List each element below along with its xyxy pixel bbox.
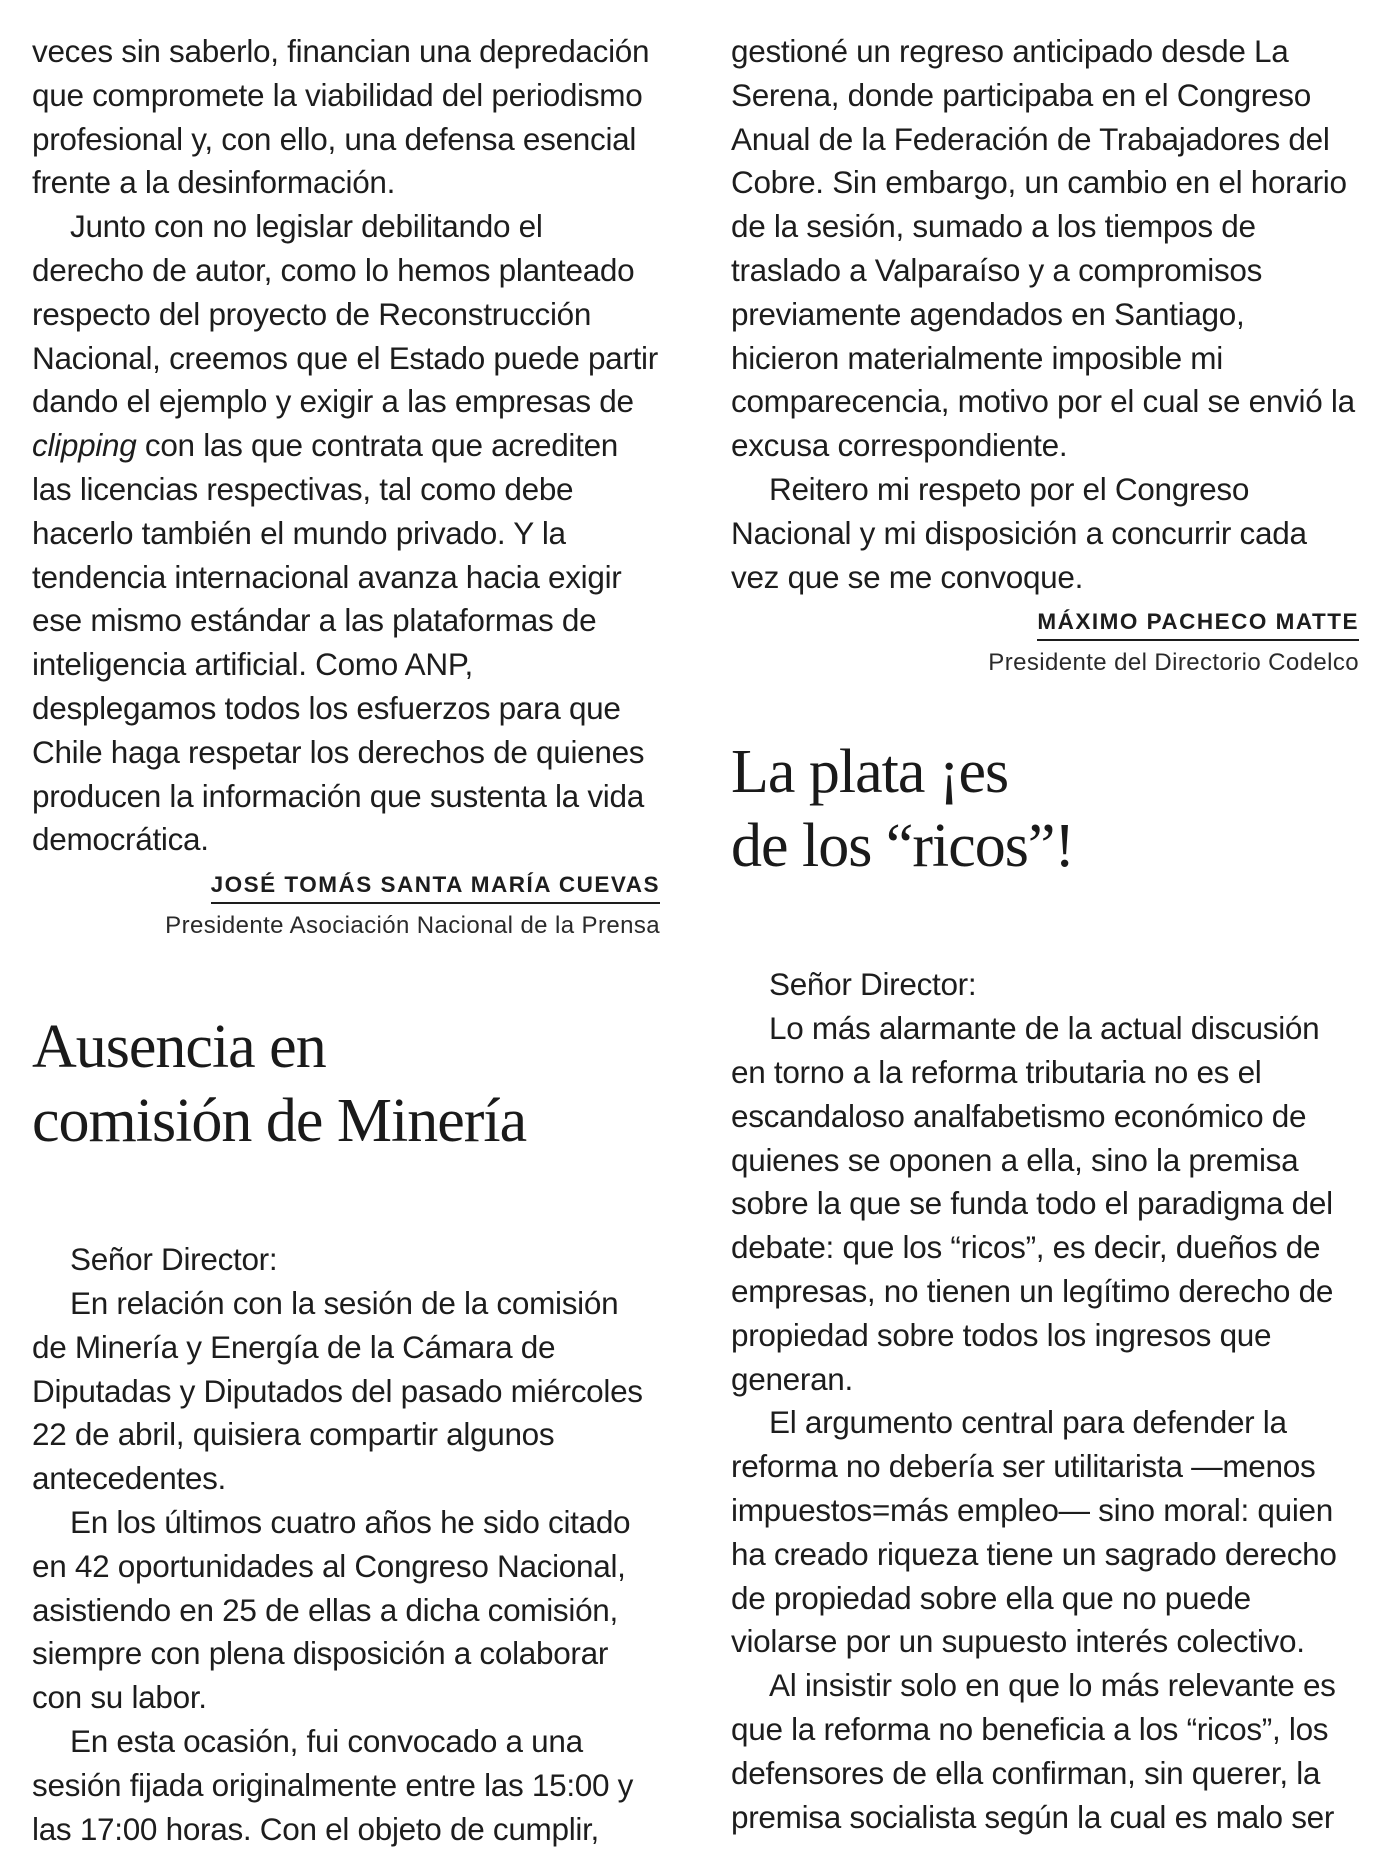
letter-closing-paragraph bbox=[32, 205, 660, 862]
signature-name: MÁXIMO PACHECO MATTE bbox=[1037, 601, 1359, 641]
letter-title-line: de los “ricos”! bbox=[731, 812, 1075, 881]
letter-paragraph: Lo más alarmante de la actual discusión en torno a la reforma tributaria no es el escandaloso analfabetismo económico de quienes se oponen a ella, sino la premisa sobre la que se funda todo el paradigma del debate: que los “ricos”, es decir, dueños de empresas, no tienen un legítimo derecho de propiedad sobre todos los ingresos que generan. bbox=[731, 1010, 1334, 1397]
letter-closing-paragraph: Reitero mi respeto por el Congreso Nacional y mi disposición a concurrir cada vez que se me convoque. bbox=[731, 470, 1307, 595]
salutation: Señor Director: bbox=[769, 966, 977, 1003]
letter-title-line: La plata ¡es bbox=[731, 738, 1009, 807]
letter-paragraph: En relación con la sesión de la comisión de Minería y Energía de la Cámara de Diputadas y Diputados del pasado miércoles 22 de abril, quisiera compartir algunos antecedentes. bbox=[32, 1284, 643, 1497]
letter-paragraph: Al insistir solo en que lo más relevante es que la reforma no beneficia a los “ricos”, los defensores de ella confirman, sin querer, la premisa socialista según la cual es malo ser bbox=[731, 1667, 1336, 1835]
letter-paragraph: En los últimos cuatro años he sido citado en 42 oportunidades al Congreso Nacional, asistiendo en 25 de ellas a dicha comisión, siempre con plena disposición a colaborar con su labor. bbox=[32, 1503, 631, 1716]
italic-term: clipping bbox=[32, 427, 137, 464]
signature-name: JOSÉ TOMÁS SANTA MARÍA CUEVAS bbox=[211, 864, 660, 904]
paragraph-text-before: Junto con no legislar debilitando el derecho de autor, como lo hemos planteado respecto del proyecto de Reconstrucción Nacional, creemos que el Estado puede partir dando el ejemplo y exigir a las empresas de bbox=[32, 208, 658, 420]
letter-paragraph: En esta ocasión, fui convocado a una sesión fijada originalmente entre las 15:00 y las 17:00 horas. Con el objeto de cumplir, bbox=[32, 1722, 634, 1847]
signature-block bbox=[731, 601, 1359, 677]
right-column bbox=[731, 30, 1359, 1839]
paragraph-text-after: con las que contrata que acrediten las licencias respectivas, tal como debe hacerlo también el mundo privado. Y la tendencia internacional avanza hacia exigir ese mismo estándar a las plataformas de inteligencia artificial. Como ANP, desplegamos todos los esfuerzos para que Chile haga respetar los derechos de quienes producen la información que sustenta la vida democrática. bbox=[32, 427, 645, 858]
letter-paragraph: El argumento central para defender la reforma no debería ser utilitarista —menos impuestos=más empleo— sino moral: quien ha creado riqueza tiene un sagrado derecho de propiedad sobre ella que no puede violarse por un supuesto interés colectivo. bbox=[731, 1404, 1337, 1660]
signature-block bbox=[32, 864, 660, 940]
left-column bbox=[32, 30, 660, 1851]
letter-title bbox=[32, 1010, 660, 1158]
signature-role: Presidente del Directorio Codelco bbox=[988, 649, 1359, 677]
letter-title bbox=[731, 735, 1359, 883]
signature-role: Presidente Asociación Nacional de la Prensa bbox=[165, 912, 660, 940]
letter-continuation-paragraph: veces sin saberlo, financian una depredación que compromete la viabilidad del periodismo profesional y, con ello, una defensa esencial frente a la desinformación. bbox=[32, 33, 650, 201]
letter-title-line: comisión de Minería bbox=[32, 1087, 527, 1156]
letter-continuation-paragraph: gestioné un regreso anticipado desde La Serena, donde participaba en el Congreso Anual de la Federación de Trabajadores del Cobre. Sin embargo, un cambio en el horario de la sesión, sumado a los tiempos de traslado a Valparaíso y a compromisos previamente agendados en Santiago, hicieron materialmente imposible mi comparecencia, motivo por el cual se envió la excusa correspondiente. bbox=[731, 33, 1355, 464]
letter-title-line: Ausencia en bbox=[32, 1013, 326, 1082]
salutation: Señor Director: bbox=[70, 1241, 278, 1278]
